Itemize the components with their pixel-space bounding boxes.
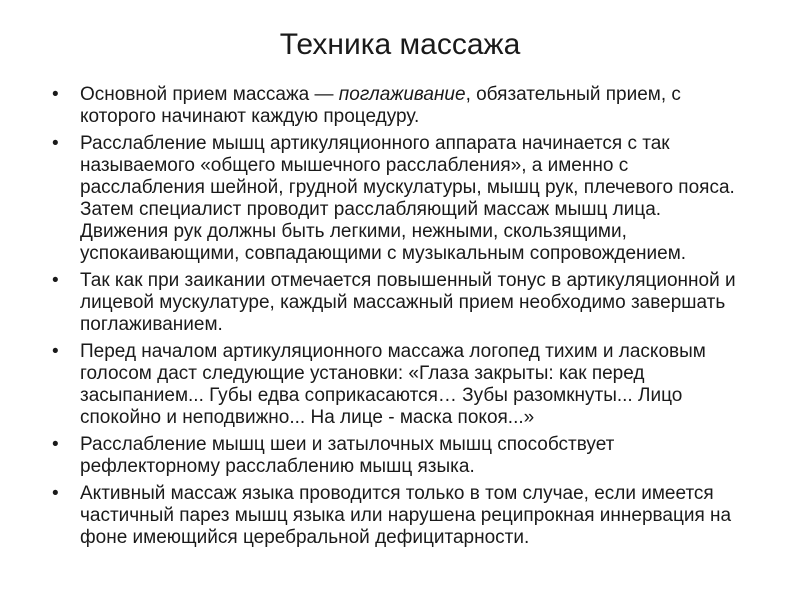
- list-item: [52, 133, 752, 265]
- list-item-text: Активный массаж языка проводится только в том случае, если имеется частичный парез мышц языка или нарушена реципрокная иннервация на фоне имеющийся церебральной дефицитарности.: [80, 483, 732, 548]
- list-item-text-end: , обязательный прием, с которого начинают каждую процедуру.: [80, 84, 681, 127]
- list-item-text: Так как при заикании отмечается повышенный тонус в артикуляционной и лицевой мускулатуре, каждый массажный прием необходимо завершать поглаживанием.: [80, 270, 736, 335]
- bullet-icon: •: [52, 483, 59, 504]
- bullet-icon: •: [52, 133, 59, 154]
- list-item: [52, 270, 752, 336]
- bullet-icon: •: [52, 84, 59, 105]
- list-item: [52, 483, 752, 549]
- slide-title: Техника массажа: [279, 28, 521, 61]
- list-item: [52, 434, 752, 478]
- bullet-icon: •: [52, 270, 59, 291]
- bullet-list: [52, 84, 752, 554]
- bullet-icon: •: [52, 341, 59, 362]
- list-item: [52, 84, 752, 128]
- bullet-icon: •: [52, 434, 59, 455]
- list-item: [52, 341, 752, 429]
- list-item-text: Расслабление мышц артикуляционного аппарата начинается с так называемого «общего мышечного расслабления», а именно с расслабления шейной, грудной мускулатуры, мышц рук, плечевого пояса. Затем специалист проводит расслабляющий массаж мышц лица. Движения рук должны быть легкими, нежными, скользящими, успокаивающими, совпадающими с музыкальным сопровождением.: [80, 133, 735, 264]
- list-item-text: Расслабление мышц шеи и затылочных мышц способствует рефлекторному расслаблению мышц языка.: [80, 434, 615, 477]
- list-item-text-start: Основной прием массажа —: [80, 84, 339, 105]
- list-item-text: Перед началом артикуляционного массажа логопед тихим и ласковым голосом даст следующие установки: «Глаза закрыты: как перед засыпанием... Губы едва соприкасаются… Зубы разомкнуты... Лицо спокойно и неподвижно... На лице - маска покоя...»: [80, 341, 706, 428]
- list-item-emphasis: поглаживание: [338, 84, 466, 105]
